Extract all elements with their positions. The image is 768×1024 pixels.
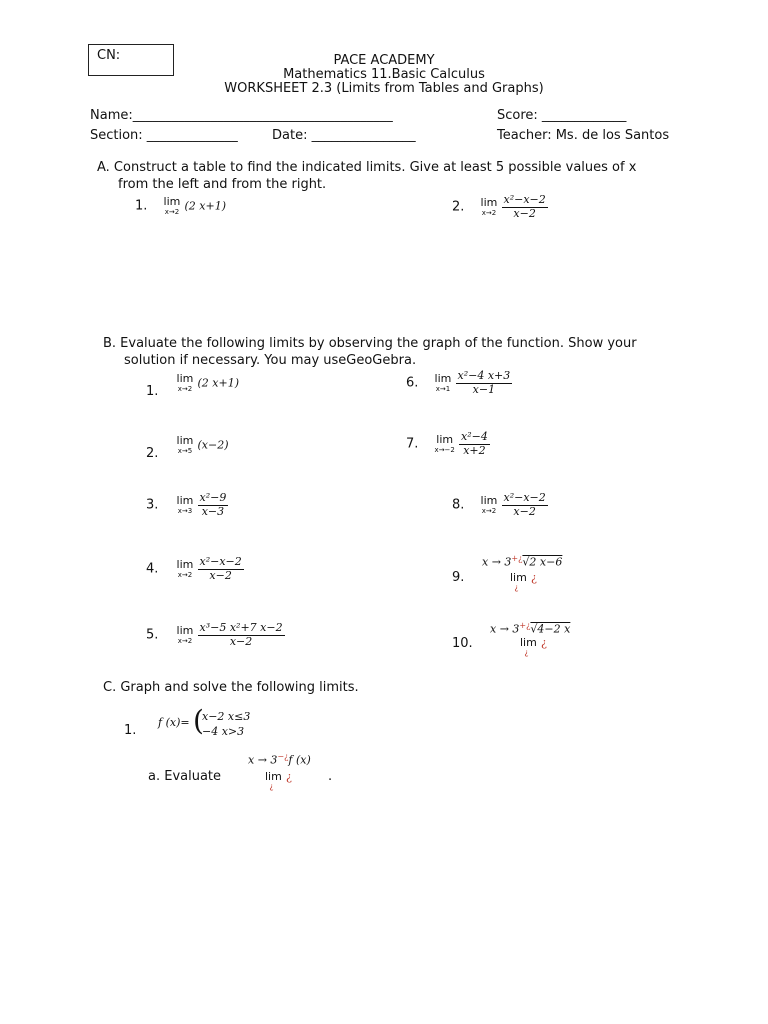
radical: √4−2 x — [530, 622, 571, 636]
limit-fraction: $\frac{\text{x²−x−2}}{x-2}$ — [199, 555, 242, 582]
item-number: 8. — [452, 497, 465, 513]
lim-operator: lim x→2 — [176, 624, 194, 646]
b-item-10-top: x → 3+¿√4−2 x — [490, 621, 571, 636]
limit-fraction: $\frac{\text{x²−x−2}}{x-2}$ — [503, 491, 546, 518]
b-item-3 — [146, 492, 228, 518]
piece-2: −4 x>3 — [202, 724, 245, 738]
item-number: 3. — [146, 497, 159, 513]
b-item-9-top: x → 3+¿√2 x−6 — [482, 554, 563, 569]
item-number: 4. — [146, 561, 159, 577]
limit-fraction: $\frac{\text{x²−x−2}}{x-2}$ — [503, 193, 546, 220]
c-item-a-period: . — [328, 769, 333, 784]
name-field: Name:________________________________________ — [90, 108, 393, 123]
limit-expression: (x−2) — [197, 438, 229, 452]
lim-operator: lim x→2 — [176, 372, 194, 393]
b-item-4 — [146, 556, 244, 582]
worksheet-title: WORKSHEET 2.3 (Limits from Tables and Graphs) — [224, 81, 544, 96]
limit-fraction: $\frac{\text{x³−5 x²+7 x−2}}{x-2}$ — [199, 621, 283, 648]
item-number: 1. — [146, 383, 159, 399]
item-number: 6. — [406, 375, 419, 391]
b-item-6 — [406, 370, 512, 396]
lim-operator: lim x→2 — [480, 494, 498, 516]
item-number: 2. — [452, 199, 465, 215]
fx: f (x) — [288, 753, 311, 767]
c-item-a-lim: lim ¿ ¿ — [265, 770, 292, 791]
lim-operator: lim x→3 — [176, 494, 194, 516]
limit-expression: (2 x+1) — [197, 376, 240, 390]
item-number: 5. — [146, 627, 159, 643]
item-number: 2. — [146, 445, 159, 461]
subject-title: Mathematics 11.Basic Calculus — [283, 67, 485, 82]
superscript: +¿ — [519, 621, 531, 630]
item-number: 7. — [406, 436, 419, 452]
b-item-8 — [452, 492, 548, 518]
c-item-a-top: x → 3−¿f (x) — [248, 752, 311, 767]
section-b-instruction: B. Evaluate the following limits by observing the graph of the function. Show your — [103, 336, 637, 351]
section-a-instruction: A. Construct a table to find the indicated limits. Give at least 5 possible values of x — [97, 160, 637, 175]
c-item-1-number: 1. — [124, 723, 137, 738]
lim-operator: lim x→5 — [176, 434, 194, 455]
b-item-1 — [146, 372, 240, 399]
piece-1: x−2 x≤3 — [202, 710, 251, 723]
superscript: −¿ — [277, 752, 289, 761]
piecewise-brace: ( — [193, 704, 204, 737]
score-field: Score: _____________ — [497, 108, 627, 123]
a-item-2 — [452, 194, 548, 220]
item-number: 1. — [135, 198, 148, 214]
section-c-instruction: C. Graph and solve the following limits. — [103, 680, 359, 695]
item-number-9: 9. — [452, 570, 465, 585]
section-b-instruction-cont: solution if necessary. You may useGeoGebra. — [124, 353, 417, 368]
school-name: PACE ACADEMY — [333, 53, 435, 68]
b-item-7 — [406, 431, 490, 457]
section-field: Section: ______________ — [90, 128, 238, 143]
limit-fraction: $\frac{\text{x²−9}}{x-3}$ — [199, 491, 227, 518]
a-item-1 — [135, 196, 226, 216]
b-item-9-lim: lim ¿ ¿ — [510, 571, 537, 592]
b-item-2 — [146, 434, 229, 461]
limit-fraction: $\frac{\text{x²−4 x+3}}{x-1}$ — [457, 369, 511, 396]
cn-label: CN: — [97, 48, 121, 63]
lim-operator: lim x→2 — [176, 558, 194, 580]
lim-operator: lim x→2 — [480, 196, 498, 218]
limit-expression: (2 x+1) — [184, 199, 227, 213]
piecewise-pieces — [202, 710, 250, 740]
date-field: Date: ________________ — [272, 128, 416, 143]
teacher-field: Teacher: Ms. de los Santos — [497, 128, 670, 143]
limit-fraction: $\frac{\text{x²−4}}{x+2}$ — [461, 430, 488, 457]
c-item-a-label: a. Evaluate — [148, 769, 222, 784]
lim-operator: lim x→1 — [434, 372, 452, 394]
b-item-10-lim: lim ¿ ¿ — [520, 636, 547, 657]
section-a-instruction-cont: from the left and from the right. — [118, 177, 327, 192]
superscript: +¿ — [511, 554, 523, 563]
piecewise-fx: f (x)= — [158, 716, 190, 729]
b-item-5 — [146, 622, 285, 648]
lim-operator: lim x→2 — [163, 195, 181, 216]
item-number-10: 10. — [452, 636, 473, 651]
radical: √2 x−6 — [522, 555, 563, 569]
lim-operator: lim x→−2 — [434, 433, 455, 455]
